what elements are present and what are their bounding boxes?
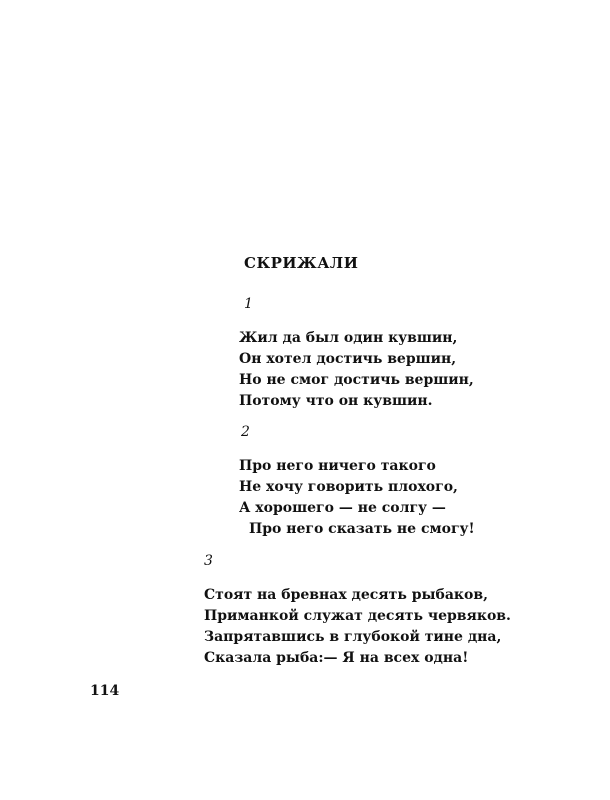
- stanza-3: [204, 585, 511, 669]
- verse-line: Потому что он кувшин.: [239, 393, 433, 409]
- poem-title: СКРИЖАЛИ: [244, 254, 359, 272]
- verse-line: Жил да был один кувшин,: [239, 330, 458, 346]
- verse-line: Про него сказать не смогу!: [249, 521, 475, 537]
- verse-line: Он хотел достичь вершин,: [239, 351, 457, 367]
- verse-line: А хорошего — не солгу —: [239, 500, 446, 516]
- verse-line: Сказала рыба:— Я на всех одна!: [204, 650, 469, 666]
- section-number-2: 2: [241, 424, 250, 440]
- stanza-1: [239, 328, 474, 412]
- verse-line: Запрятавшись в глубокой тине дна,: [204, 629, 502, 645]
- verse-line: Но не смог достичь вершин,: [239, 372, 474, 388]
- section-number-1: 1: [244, 296, 253, 312]
- page-number: 114: [90, 683, 120, 699]
- verse-line: Не хочу говорить плохого,: [239, 479, 458, 495]
- verse-line: Приманкой служат десять червяков.: [204, 608, 511, 624]
- verse-line: Стоят на бревнах десять рыбаков,: [204, 587, 488, 603]
- stanza-2: [239, 456, 475, 540]
- verse-line: Про него ничего такого: [239, 458, 436, 474]
- section-number-3: 3: [204, 553, 213, 569]
